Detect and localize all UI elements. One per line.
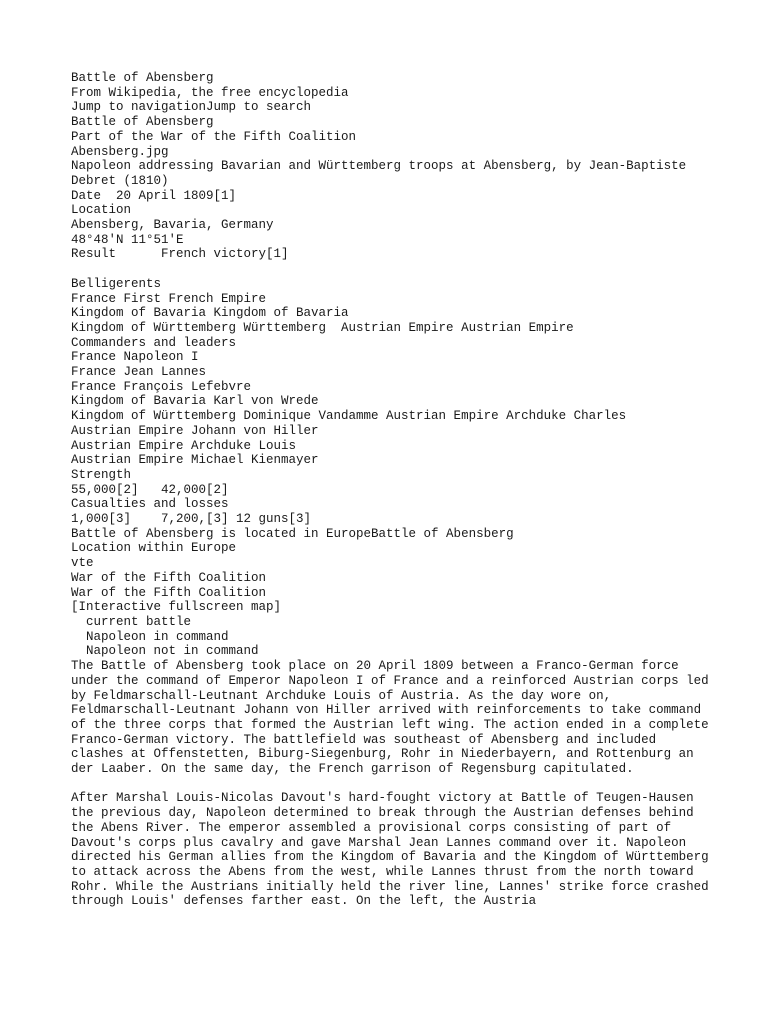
article-header-block — [71, 71, 711, 262]
infobox-line: Battle of Abensberg is located in EuropeBattle of Abensberg — [71, 526, 514, 541]
header-line: Result French victory[1] — [71, 247, 289, 262]
infobox-line: Commanders and leaders — [71, 335, 237, 350]
infobox-line: current battle — [71, 615, 192, 629]
infobox-line: War of the Fifth Coalition — [71, 585, 267, 600]
header-line: Napoleon addressing Bavarian and Württemberg troops at Abensberg, by Jean-Baptiste — [71, 159, 687, 174]
header-line: Debret (1810) — [71, 173, 169, 188]
infobox-line: Austrian Empire Johann von Hiller — [71, 423, 319, 438]
infobox-line: 1,000[3] 7,200,[3] 12 guns[3] — [71, 512, 312, 527]
infobox-line: Casualties and losses — [71, 497, 229, 512]
infobox-line: Kingdom of Bavaria Karl von Wrede — [71, 394, 319, 409]
spacer — [71, 777, 711, 792]
header-line: From Wikipedia, the free encyclopedia — [71, 85, 349, 100]
header-line: Date 20 April 1809[1] — [71, 188, 237, 203]
infobox-line: Kingdom of Württemberg Württemberg Austrian Empire Austrian Empire — [71, 320, 574, 335]
infobox-line: Napoleon not in command — [71, 644, 259, 659]
infobox-line: Austrian Empire Michael Kienmayer — [71, 453, 319, 468]
header-line: Part of the War of the Fifth Coalition — [71, 129, 357, 144]
infobox-line: Kingdom of Württemberg Dominique Vandamme Austrian Empire Archduke Charles — [71, 409, 627, 424]
infobox-line: War of the Fifth Coalition — [71, 570, 267, 585]
header-line: Abensberg, Bavaria, Germany — [71, 218, 274, 233]
infobox-line: Austrian Empire Archduke Louis — [71, 438, 297, 453]
paragraph-background: After Marshal Louis-Nicolas Davout's hard-fought victory at Battle of Teugen-Hausen the previous day, Napoleon determined to break through the Austrian defenses behind the Abens River. The emperor assembled a provisional corps consisting of part of Davout's corps plus cavalry and gave Marshal Jean Lannes command over it. Napoleon directed his German allies from the Kingdom of Bavaria and the Kingdom of Württemberg to attack across the Abens from the west, while Lannes thrust from the north toward Rohr. While the Austrians initially held the river line, Lannes' strike force crashed through Louis' defenses farther east. On the left, the Austria — [71, 791, 717, 909]
infobox-line: Strength — [71, 467, 132, 482]
header-line: Battle of Abensberg — [71, 115, 214, 130]
header-line: Battle of Abensberg — [71, 71, 214, 85]
infobox-line: Location within Europe — [71, 541, 237, 556]
infobox-line: [Interactive fullscreen map] — [71, 600, 282, 615]
document-body — [71, 71, 717, 909]
infobox-line: France François Lefebvre — [71, 379, 252, 394]
infobox-line: France Jean Lannes — [71, 365, 207, 380]
infobox-block — [71, 277, 711, 659]
infobox-line: 55,000[2] 42,000[2] — [71, 482, 229, 497]
infobox-line: vte — [71, 556, 94, 571]
infobox-line: Kingdom of Bavaria Kingdom of Bavaria — [71, 306, 349, 321]
infobox-line: France Napoleon I — [71, 350, 199, 365]
paragraph-intro: The Battle of Abensberg took place on 20 April 1809 between a Franco-German force under the command of Emperor Napoleon I of France and a reinforced Austrian corps led by Feldmarschall-Leutnant Archduke Louis of Austria. As the day wore on, Feldmarschall-Leutnant Johann von Hiller arrived with reinforcements to take command of the three corps that formed the Austrian left wing. The action ended in a complete Franco-German victory. The battlefield was southeast of Abensberg and included clashes at Offenstetten, Biburg-Siegenburg, Rohr in Niederbayern, and Rottenburg an der Laaber. On the same day, the French garrison of Regensburg capitulated. — [71, 659, 717, 777]
header-line: Abensberg.jpg — [71, 144, 169, 159]
header-line: 48°48′N 11°51′E — [71, 232, 184, 247]
header-line: Jump to navigationJump to search — [71, 100, 312, 115]
infobox-line: Belligerents — [71, 276, 162, 291]
infobox-line: France First French Empire — [71, 291, 267, 306]
infobox-line: Napoleon in command — [71, 629, 229, 644]
spacer — [71, 262, 711, 277]
header-line: Location — [71, 203, 132, 218]
